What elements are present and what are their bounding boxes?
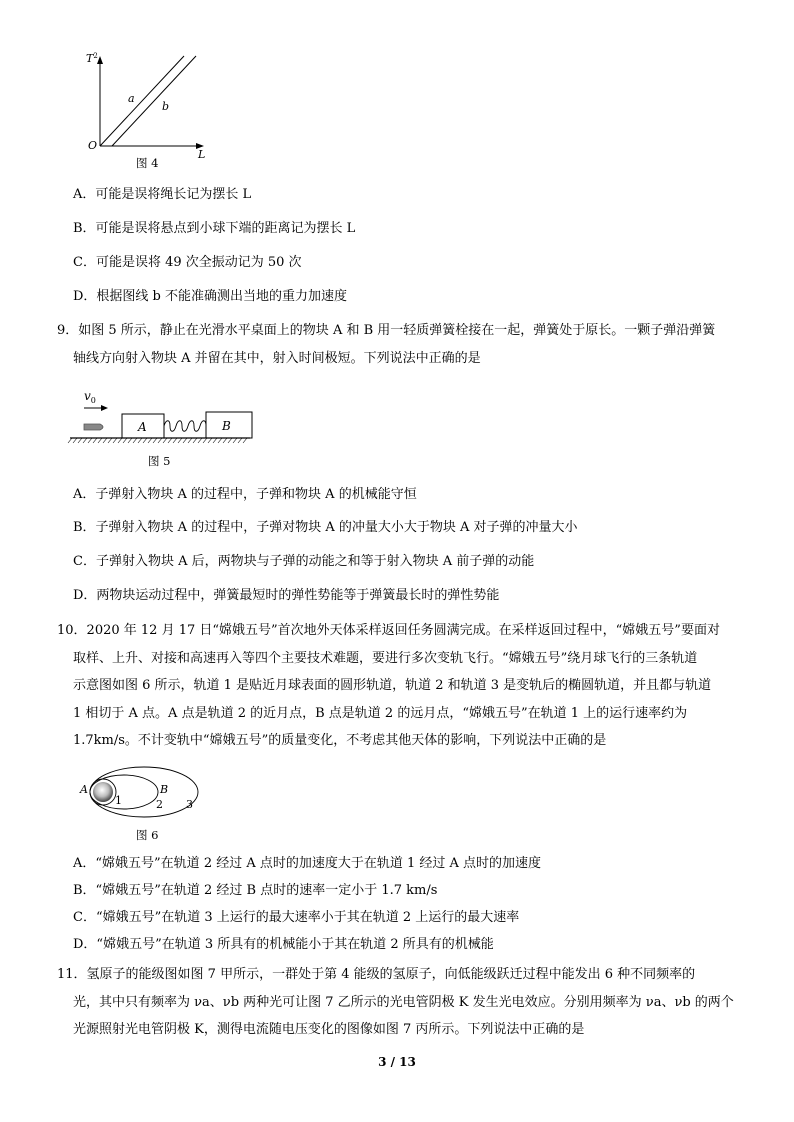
figure-5: [66, 384, 266, 454]
hatch-line: [83, 438, 87, 443]
hatch-line: [113, 438, 117, 443]
q9-stem-line-2: 轴线方向射入物块 A 并留在其中，射入时间极短。下列说法中正确的是: [73, 351, 481, 366]
q10-stem-line-5: 1.7km/s。不计变轨中“嫦娥五号”的质量变化，不考虑其他天体的影响，下列说法中正确的是: [73, 733, 607, 748]
hatch-line: [233, 438, 237, 443]
hatch-line: [93, 438, 97, 443]
hatch-line: [223, 438, 227, 443]
hatch-line: [88, 438, 92, 443]
q11-stem-line-2: 光，其中只有频率为 νa、νb 两种光可让图 7 乙所示的光电管阴极 K 发生光电效应。分别用频率为 νa、νb 的两个: [73, 995, 734, 1010]
fig5-table-hatch: [68, 438, 247, 443]
q10-option-c: C．“嫦娥五号”在轨道 3 上运行的最大速率小于其在轨道 2 上运行的最大速率: [73, 910, 520, 925]
q10-stem-line-3: 示意图如图 6 所示，轨道 1 是贴近月球表面的圆形轨道，轨道 2 和轨道 3 是变轨后的椭圆轨道，并且都与轨道: [73, 678, 712, 693]
fig4-label-b: b: [162, 100, 170, 113]
hatch-line: [158, 438, 162, 443]
fig4-label-a: a: [128, 92, 135, 105]
fig5-v-label: $v_0$: [84, 389, 96, 405]
fig5-spring: [164, 421, 212, 432]
fig4-origin: O: [88, 139, 98, 152]
fig4-line-a: [100, 56, 184, 146]
hatch-line: [238, 438, 242, 443]
hatch-line: [228, 438, 232, 443]
hatch-line: [193, 438, 197, 443]
figure-6: [76, 764, 216, 830]
q9-option-d: D．两物块运动过程中，弹簧最短时的弹性势能等于弹簧最长时的弹性势能: [73, 588, 500, 603]
q9-stem-line-1: 9．如图 5 所示，静止在光滑水平桌面上的物块 A 和 B 用一轻质弹簧栓接在一起，弹簧处于原长。一颗子弹沿弹簧: [57, 323, 716, 338]
hatch-line: [208, 438, 212, 443]
hatch-line: [128, 438, 132, 443]
hatch-line: [123, 438, 127, 443]
q9-option-b: B．子弹射入物块 A 的过程中，子弹对物块 A 的冲量大小大于物块 A 对子弹的冲量大小: [73, 520, 578, 535]
fig6-caption: 图 6: [136, 828, 159, 842]
fig6-point-a: A: [80, 783, 88, 796]
q8-option-c: C．可能是误将 49 次全振动记为 50 次: [73, 255, 302, 270]
hatch-line: [213, 438, 217, 443]
q10-stem-line-2: 取样、上升、对接和高速再入等四个主要技术难题，要进行多次变轨飞行。“嫦娥五号”绕月球飞行的三条轨道: [73, 651, 698, 666]
q10-stem-line-4: 1 相切于 A 点。A 点是轨道 2 的近月点，B 点是轨道 2 的远月点，“嫦娥五号”在轨道 1 上的运行速率约为: [73, 706, 688, 721]
hatch-line: [153, 438, 157, 443]
page-number: 3 / 13: [378, 1055, 416, 1069]
hatch-line: [188, 438, 192, 443]
q9-option-a: A．子弹射入物块 A 的过程中，子弹和物块 A 的机械能守恒: [73, 487, 417, 502]
hatch-line: [218, 438, 222, 443]
q10-option-b: B．“嫦娥五号”在轨道 2 经过 B 点时的速率一定小于 1.7 km/s: [73, 883, 438, 898]
hatch-line: [68, 438, 72, 443]
q10-option-d: D．“嫦娥五号”在轨道 3 所具有的机械能小于其在轨道 2 所具有的机械能: [73, 937, 494, 952]
hatch-line: [138, 438, 142, 443]
hatch-line: [78, 438, 82, 443]
fig4-x-label: L: [198, 148, 206, 161]
hatch-line: [203, 438, 207, 443]
fig6-moon: [93, 782, 113, 802]
q8-option-b: B．可能是误将悬点到小球下端的距离记为摆长 L: [73, 221, 356, 236]
hatch-line: [133, 438, 137, 443]
hatch-line: [148, 438, 152, 443]
q10-stem-line-1: 10．2020 年 12 月 17 日“嫦娥五号”首次地外天体采样返回任务圆满完成。在采样返回过程中，“嫦娥五号”要面对: [57, 623, 720, 638]
hatch-line: [178, 438, 182, 443]
hatch-line: [98, 438, 102, 443]
fig4-y-label: $T^2$: [86, 52, 98, 65]
hatch-line: [103, 438, 107, 443]
q9-option-c: C．子弹射入物块 A 后，两物块与子弹的动能之和等于射入物块 A 前子弹的动能: [73, 554, 535, 569]
fig6-orbit-1-label: 1: [115, 794, 122, 807]
fig5-bullet: [84, 424, 103, 430]
fig4-line-b: [112, 56, 196, 146]
hatch-line: [173, 438, 177, 443]
figure-4: [80, 48, 220, 173]
hatch-line: [183, 438, 187, 443]
hatch-line: [168, 438, 172, 443]
q8-option-a: A．可能是误将绳长记为摆长 L: [73, 187, 252, 202]
q8-option-d: D．根据图线 b 不能准确测出当地的重力加速度: [73, 289, 348, 304]
fig6-point-b: B: [160, 783, 169, 796]
hatch-line: [198, 438, 202, 443]
fig4-caption: 图 4: [136, 156, 159, 170]
hatch-line: [108, 438, 112, 443]
hatch-line: [118, 438, 122, 443]
fig6-orbit-2-label: 2: [156, 798, 163, 811]
fig6-orbit-3-label: 3: [186, 798, 193, 811]
q11-stem-line-3: 光源照射光电管阴极 K，测得电流随电压变化的图像如图 7 丙所示。下列说法中正确的是: [73, 1022, 585, 1037]
fig5-caption: 图 5: [148, 454, 171, 468]
fig4-y-arrow: [97, 56, 103, 64]
fig5-block-b-label: B: [222, 419, 231, 433]
hatch-line: [73, 438, 77, 443]
hatch-line: [243, 438, 247, 443]
q11-stem-line-1: 11．氢原子的能级图如图 7 甲所示，一群处于第 4 能级的氢原子，向低能级跃迁过程中能发出 6 种不同频率的: [57, 967, 696, 982]
fig5-velocity-arrow-head: [101, 405, 108, 411]
hatch-line: [163, 438, 167, 443]
hatch-line: [143, 438, 147, 443]
q10-option-a: A．“嫦娥五号”在轨道 2 经过 A 点时的加速度大于在轨道 1 经过 A 点时的加速度: [73, 856, 542, 871]
fig5-block-a-label: A: [138, 420, 147, 434]
